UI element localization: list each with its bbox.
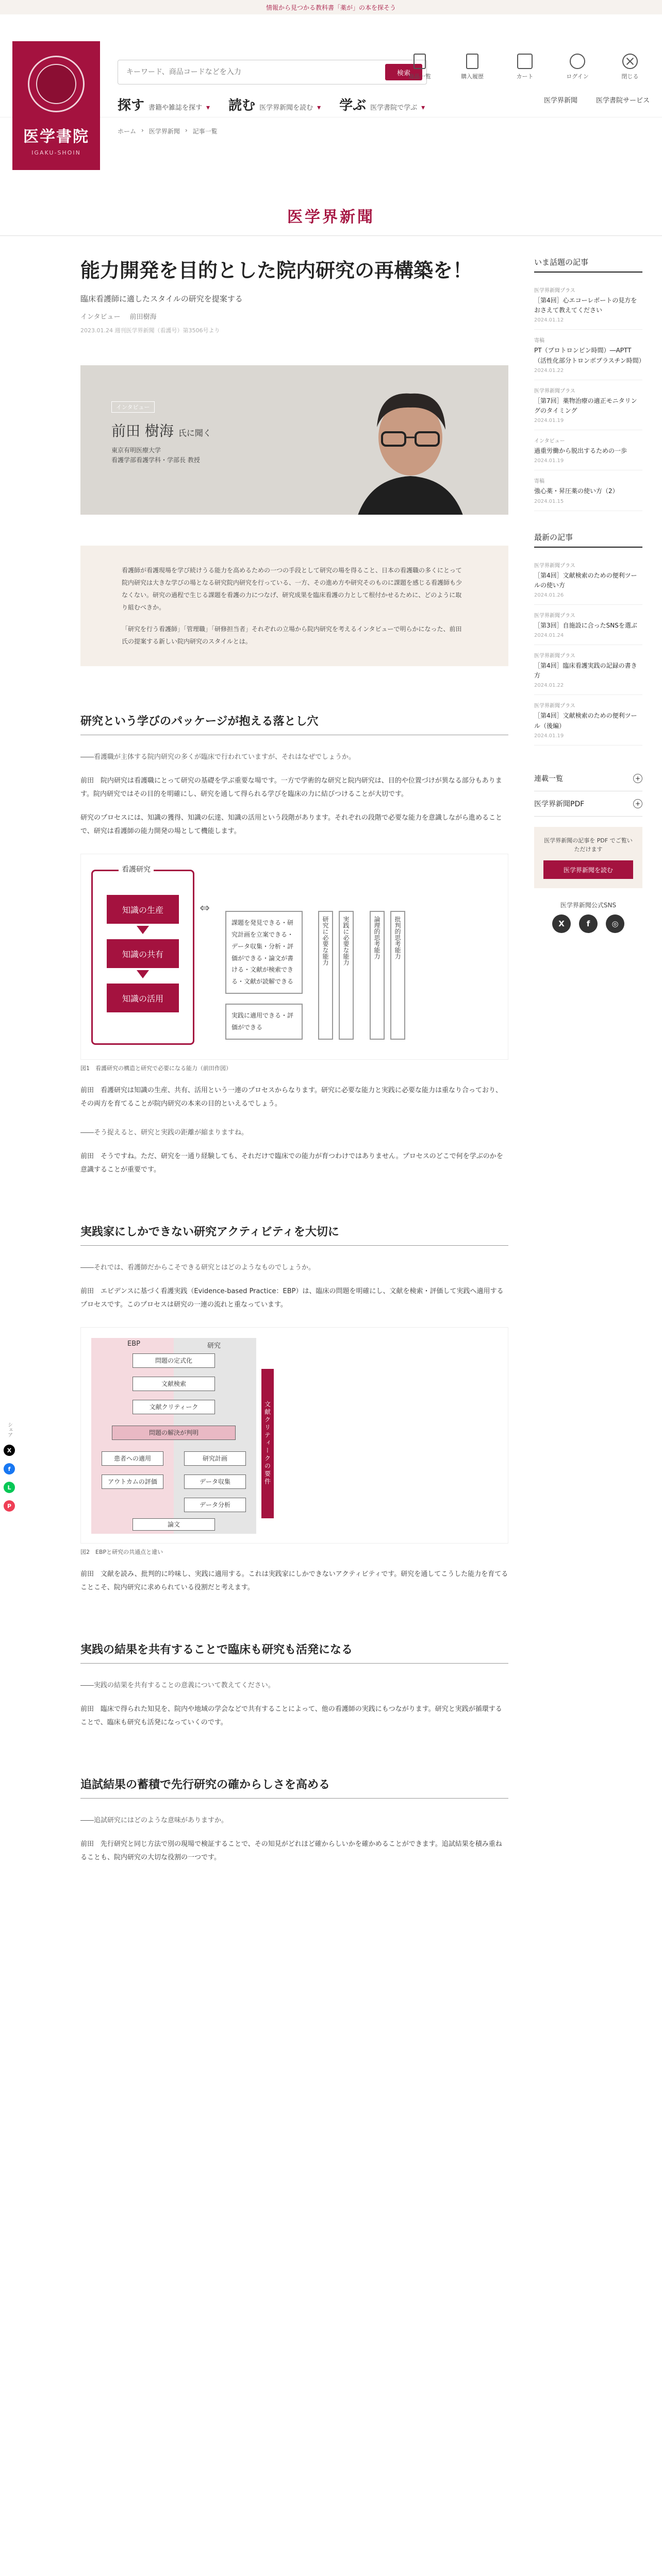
fig1-vertical-label: 実践に必要な能力 (339, 911, 354, 1040)
fig1-vertical-label: 研究に必要な能力 (318, 911, 333, 1040)
breadcrumb-current: 記事一覧 (192, 128, 218, 135)
figure-1 (80, 854, 508, 1060)
facebook-share-icon[interactable]: f (4, 1463, 15, 1475)
logo-sub: IGAKU-SHOIN (31, 149, 81, 156)
answer: 前田 看護研究は知識の生産、共有、活用という一連のプロセスからなります。研究に必要な能力と実践に必要な能力は重なり合っており、その両方を育てることが院内研究の本来の目的といえるでしょう。 (80, 1086, 502, 1108)
arrow-down-icon (137, 926, 149, 934)
intro-paragraph-1: 看護師が看護現場を学び続けうる能力を高めるための一つの手段として研究の場を得ること、日本の看護職の多くにとって院内研究は大きな学びの場となる研究院内研究を行っている、一方、その進め方や研究そのものに課題を感じる看護師も少なくない。研究の過程で生じる課題を看護の力につなげ、研究成果を臨床看護の力として根付かせるために、どのように取り組むべきか。 (122, 567, 462, 612)
header-cart-button[interactable]: カート (505, 54, 544, 80)
fig1-step: 知識の共有 (107, 939, 179, 968)
intro-box (80, 546, 508, 666)
cart-icon (517, 54, 533, 69)
fig1-category: 看護研究 (119, 864, 154, 874)
series-list-link[interactable]: 連載一覧 + (534, 766, 642, 791)
logo-name: 医学書院 (23, 128, 89, 146)
breadcrumb-newspaper[interactable]: 医学界新聞 (148, 128, 180, 135)
question: ――実践の結果を共有することの意義について教えてください。 (80, 1681, 275, 1689)
sidebar (534, 257, 645, 1865)
fig2-node: 患者への適用 (102, 1451, 163, 1466)
section-4-heading: 追試結果の蓄積で先行研究の確からしさを高める (80, 1776, 508, 1799)
chevron-down-icon: ▾ (317, 104, 321, 112)
sidebar-article[interactable]: 医学界新聞プラス ［第4回］文献検索のための便利ツールの使い方 2024.01.26 (534, 555, 642, 605)
fig1-step: 知識の生産 (107, 895, 179, 924)
fig2-side-label: 文献クリティークの要件 (261, 1369, 274, 1518)
pdf-promo (534, 827, 642, 888)
figure-2 (80, 1327, 508, 1544)
list-icon (413, 54, 426, 69)
header-close-button[interactable]: 閉じる (610, 54, 650, 80)
section-1-heading: 研究という学びのパッケージが抱える落とし穴 (80, 713, 508, 735)
answer: 前田 先行研究と同じ方法で別の現場で検証することで、その知見がどれほど確からしいかを確かめることができます。追試結果を積み重ねることも、院内研究の大切な役割の一つです。 (80, 1840, 502, 1861)
sidebar-links (534, 766, 642, 817)
x-share-icon[interactable]: X (4, 1445, 15, 1456)
fig1-vertical-label: 批判的思考能力 (390, 911, 405, 1040)
nav-read[interactable]: 読む 医学界新聞を読む ▾ (228, 98, 321, 113)
user-icon (570, 54, 585, 69)
question: ――それでは、看護師だからこそできる研究とはどのようなものでしょうか。 (80, 1263, 316, 1272)
pocket-share-icon[interactable]: P (4, 1500, 15, 1512)
article-subtitle: 臨床看護師に適したスタイルの研究を提案する (80, 294, 243, 304)
answer: 研究のプロセスには、知識の獲得、知識の伝達、知識の活用という段階があります。それぞれの段階で必要な能力を意識しながら進めることで、研究は看護師の能力開発の場として機能します。 (80, 814, 502, 836)
question: ――看護職が主体する院内研究の多くが臨床で行われていますが、それはなぜでしょうか。 (80, 753, 356, 761)
breadcrumb-home[interactable]: ホーム (118, 128, 137, 135)
pdf-promo-text: 医学界新聞の記事を PDF でご覧いただけます (544, 837, 633, 853)
sidebar-article[interactable]: 医学界新聞プラス ［第4回］臨床看護実践の記録の書き方 2024.01.22 (534, 645, 642, 695)
section-3 (80, 1641, 508, 1730)
article-title: 能力開発を目的とした院内研究の再構築を！ (80, 259, 473, 282)
site-logo[interactable] (12, 41, 100, 170)
header-login-button[interactable]: ログイン (558, 54, 597, 80)
sidebar-article[interactable]: 寄稿 強心薬・昇圧薬の使い方（2） 2024.01.15 (534, 470, 642, 511)
fig1-ability-list: 課題を発見できる・研究計画を立案できる・データ収集・分析・評価ができる・論文が書ける・文献が検索できる・文献が読解できる (225, 911, 303, 994)
fig2-col-right: 研究 (207, 1342, 221, 1350)
article-author[interactable]: 前田樹海 (129, 313, 157, 321)
header-icons (400, 54, 650, 80)
fig2-node: 論文 (133, 1518, 215, 1531)
figure-2-caption: 図2 EBPと研究の共通点と違い (80, 1548, 163, 1555)
pdf-link[interactable]: 医学界新聞PDF + (534, 791, 642, 817)
header-history-button[interactable]: 購入履歴 (453, 54, 492, 80)
sns-heading: 医学界新聞公式SNS (560, 902, 617, 909)
arrow-down-icon (137, 970, 149, 978)
portrait-photo (333, 376, 488, 515)
close-icon (622, 54, 638, 69)
facebook-icon[interactable]: f (579, 914, 598, 933)
intro-paragraph-2: 「研究を行う看護師」「管理職」「研修担当者」それぞれの立場から院内研究を考えるインタビューで明らかになった、前田氏の提案する新しい院内研究のスタイルとは。 (122, 625, 462, 646)
nav-right-services[interactable]: 医学書院サービス (595, 97, 650, 105)
nav-right (544, 95, 650, 105)
answer: 前田 文献を読み、批判的に吟味し、実践に適用する。これは実践家にしかできないアクティビティです。研究を通してこうした能力を育てることこそ、院内研究に求められている役割だと考えます。 (80, 1570, 508, 1591)
sidebar-article[interactable]: 医学界新聞プラス ［第3回］自施設に合ったSNSを選ぶ 2024.01.24 (534, 605, 642, 645)
fig2-node: 問題の定式化 (133, 1353, 215, 1368)
sidebar-article[interactable]: インタビュー 過重労働から脱出するための一歩 2024.01.19 (534, 430, 642, 470)
share-bar (0, 1422, 19, 1512)
fig2-node: データ分析 (184, 1498, 246, 1512)
search-input[interactable] (118, 68, 385, 76)
sidebar-article[interactable]: 医学界新聞プラス ［第4回］心エコーレポートの見方をおさえて教えてください 2024.01.12 (534, 280, 642, 330)
global-nav (118, 95, 425, 114)
content-wrap (0, 236, 662, 1865)
sns-block (534, 901, 642, 933)
fig1-research-box (91, 866, 194, 1045)
section-band (0, 195, 662, 236)
fig2-node: 研究計画 (184, 1451, 246, 1466)
plus-icon: + (633, 774, 642, 783)
sidebar-recent (534, 532, 642, 745)
logo-seal (28, 56, 85, 112)
instagram-icon[interactable]: ◎ (606, 914, 624, 933)
header-list-button[interactable]: 商品一覧 (400, 54, 439, 80)
answer: 前田 院内研究は看護職にとって研究の基礎を学ぶ重要な場です。一方で学術的な研究と院内研究は、目的や位置づけが異なる部分もあります。院内研究ではその目的を明確にし、研究を通して得られる学びを臨床の力に結びつけることが大切です。 (80, 777, 502, 799)
fig2-node: データ収集 (184, 1475, 246, 1489)
article (80, 257, 508, 1865)
section-3-heading: 実践の結果を共有することで臨床も研究も活発になる (80, 1641, 508, 1664)
search-box (118, 60, 427, 84)
doc-icon (466, 54, 478, 69)
fig1-brace: ⇔ (200, 901, 210, 916)
figure-1-caption: 図1 看護研究の構造と研究で必要になる能力（前田作図） (80, 1065, 231, 1072)
hero-name: 前田 樹海 氏に聞く (111, 422, 211, 440)
answer: 前田 そうですね。ただ、研究を一通り経験しても、それだけで臨床での能力が育つわけではありません。プロセスのどこで何を学ぶのかを意識することが重要です。 (80, 1152, 503, 1174)
chevron-down-icon: ▾ (206, 104, 210, 112)
section-2-heading: 実践家にしかできない研究アクティビティを大切に (80, 1223, 508, 1246)
question: ――そう捉えると、研究と実践の距離が縮まりますね。 (80, 1128, 249, 1137)
fig2-col-left: EBP (127, 1340, 140, 1348)
answer: 前田 エビデンスに基づく看護実践（Evidence-based Practice：EBP）は、臨床の問題を明確にし、文献を検索・評価して実践へ適用するプロセスです。このプロセスは研究の一連の流れと重なっています。 (80, 1287, 504, 1309)
fig1-ability-list-2: 実践に適用できる・評価ができる (225, 1004, 303, 1040)
x-icon[interactable]: X (552, 914, 571, 933)
section-4 (80, 1776, 508, 1865)
nav-right-newspaper[interactable]: 医学界新聞 (543, 97, 577, 105)
article-type: インタビュー (80, 313, 121, 321)
fig1-step: 知識の活用 (107, 984, 179, 1012)
chevron-down-icon: ▾ (421, 104, 425, 112)
read-newspaper-button[interactable]: 医学界新聞を読む (543, 860, 633, 879)
article-meta (80, 311, 508, 321)
fig2-node: 文献検索 (133, 1377, 215, 1391)
sidebar-article[interactable]: 医学界新聞プラス ［第4回］文献検索のための便利ツール（後編） 2024.01.19 (534, 695, 642, 745)
breadcrumb: ホーム › 医学界新聞 › 記事一覧 (118, 127, 218, 135)
share-label: シェア (6, 1422, 12, 1437)
plus-icon: + (633, 799, 642, 808)
sidebar-latest-heading: いま話題の記事 (534, 257, 642, 273)
fig1-vertical-label: 論理的思考能力 (370, 911, 385, 1040)
sidebar-article[interactable]: 医学界新聞プラス ［第7回］薬物治療の適正モニタリングのタイミング 2024.01.19 (534, 380, 642, 430)
section-1 (80, 713, 508, 1177)
question: ――追試研究にはどのような意味がありますか。 (80, 1816, 228, 1824)
article-date: 2023.01.24 週刊医学界新聞（看護号）第3506号より (80, 327, 220, 334)
sidebar-article[interactable]: 寄稿 PT（プロトロンビン時間）―APTT（活性化部分トロンボプラスチン時間） 2024.01.22 (534, 330, 642, 380)
fig2-node: アウトカムの評価 (102, 1475, 163, 1489)
top-notice[interactable]: 情報から見つかる教科書「薬が」の本を探そう (0, 0, 662, 14)
section-title: 医学界新聞 (287, 208, 375, 226)
hero-affiliation: 東京有明医療大学 看護学部看護学科・学部長 教授 (111, 447, 200, 464)
site-header (0, 14, 662, 156)
hero-badge: インタビュー (111, 401, 155, 413)
search-button[interactable]: 検索 (385, 64, 422, 80)
nav-search[interactable]: 探す 書籍や雑誌を探す ▾ (118, 98, 210, 113)
line-share-icon[interactable]: L (4, 1482, 15, 1493)
fig2-node: 文献クリティーク (133, 1400, 215, 1414)
nav-learn[interactable]: 学ぶ 医学書院で学ぶ ▾ (339, 98, 425, 113)
fig2-node: 問題の解決が判明 (112, 1426, 236, 1440)
sidebar-recent-heading: 最新の記事 (534, 532, 642, 548)
answer: 前田 臨床で得られた知見を、院内や地域の学会などで共有することによって、他の看護師の実践にもつながります。研究と実践が循環することで、臨床も研究も活発になっていくのです。 (80, 1705, 502, 1726)
section-2 (80, 1223, 508, 1595)
hero-image (80, 365, 508, 515)
